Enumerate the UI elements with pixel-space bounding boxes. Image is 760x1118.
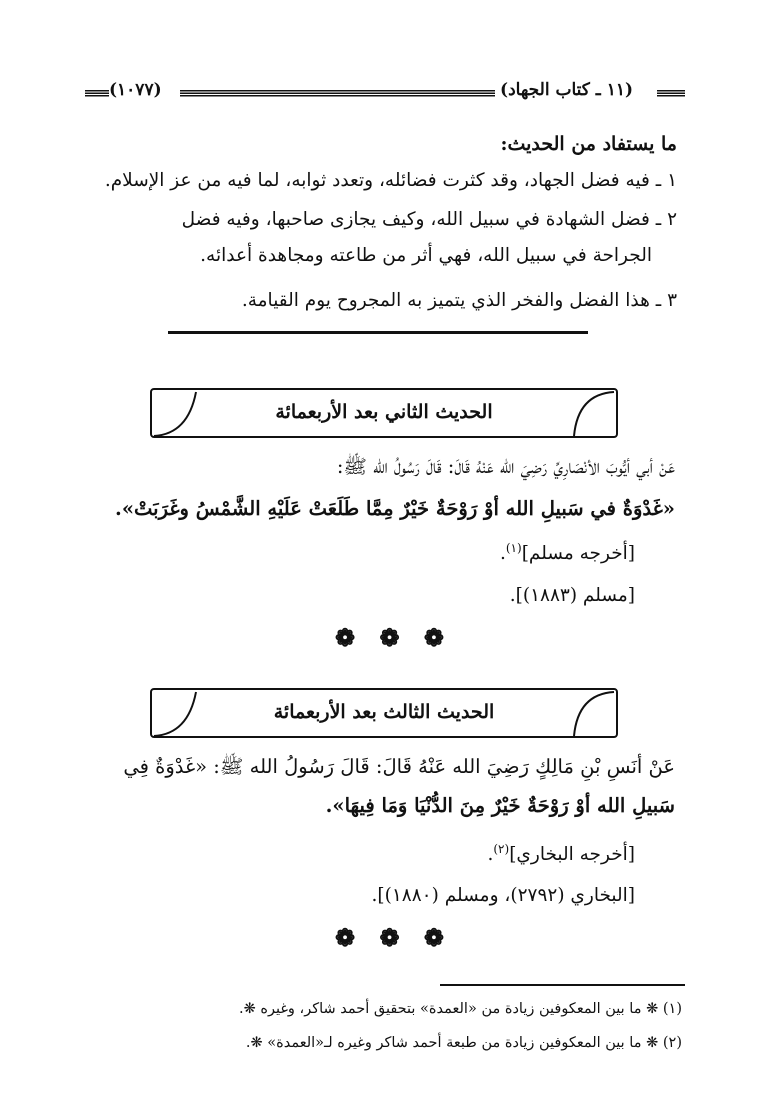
hadith-title-frame <box>150 388 618 438</box>
chapter-title: (١١ ـ كتاب الجهاد) <box>500 80 633 100</box>
footnote-1: (١) ❋ ما بين المعكوفين زيادة من «العمدة» بتحقيق أحمد شاكر، وغيره ❋. <box>238 1001 682 1017</box>
period: . <box>487 844 494 866</box>
separator-stars: ❁ ❁ ❁ <box>335 623 453 652</box>
benefits-heading: ما يستفاد من الحديث: <box>500 133 677 155</box>
benefit-item-3: ٣ ـ هذا الفضل والفخر الذي يتميز به المجروح يوم القيامة. <box>241 290 677 311</box>
source-text: [أخرجه مسلم] <box>521 543 635 565</box>
header-rule-middle <box>180 90 495 97</box>
benefit-item-2: ٢ ـ فضل الشهادة في سبيل الله، وكيف يجازى صاحبها، وفيه فضل <box>181 209 677 230</box>
page-number: (١٠٧٧) <box>109 80 162 100</box>
footnote-ref: (٢) <box>493 842 510 856</box>
hadith-403-ref: [البخاري (٢٧٩٢)، ومسلم (١٨٨٠)]. <box>371 885 635 906</box>
footnote-ref: (١) <box>505 541 522 555</box>
hadith-402-line-2: «غَدْوَةٌ في سَبيلِ الله أوْ رَوْحَةٌ خَيْرٌ مِمَّا طَلَعَتْ عَلَيْهِ الشَّمْسُ وغَرَبَتْ». <box>115 497 675 520</box>
hadith-402-ref: [مسلم (١٨٨٣)]. <box>509 585 635 606</box>
period: . <box>499 543 506 565</box>
header-rule-right <box>657 90 685 97</box>
hadith-403-line-2: سَبيلِ الله أوْ رَوْحَةٌ خَيْرٌ مِنَ الدُّنْيَا وَمَا فِيهَا». <box>325 794 675 817</box>
hadith-title: الحديث الثاني بعد الأربعمائة <box>275 401 493 423</box>
section-divider <box>168 331 588 334</box>
benefit-item-2-cont: الجراحة في سبيل الله، فهي أثر من طاعته ومجاهدة أعدائه. <box>200 245 652 266</box>
source-text: [أخرجه البخاري] <box>509 844 635 866</box>
hadith-402-line-1: عَنْ أبي أيُّوبَ الأنْصَارِيِّ رَضِيَ الله عَنْهُ قَالَ: قَالَ رَسُولُ الله ﷺ: <box>336 455 675 478</box>
header-rule-left <box>85 90 109 97</box>
footnote-2: (٢) ❋ ما بين المعكوفين زيادة من طبعة أحمد شاكر وغيره لـ«العمدة» ❋. <box>245 1035 682 1051</box>
hadith-title-frame <box>150 688 618 738</box>
hadith-403-line-1: عَنْ أنَسِ بْنِ مَالِكٍ رَضِيَ الله عَنْهُ قَالَ: قَالَ رَسُولُ الله ﷺ: «غَدْوَةٌ فِي <box>123 755 675 778</box>
separator-stars: ❁ ❁ ❁ <box>335 923 453 952</box>
hadith-402-source <box>500 530 635 572</box>
footnote-rule <box>440 984 685 986</box>
hadith-403-source <box>487 831 635 873</box>
benefit-item-1: ١ ـ فيه فضل الجهاد، وقد كثرت فضائله، وتعدد ثوابه، لما فيه من عز الإسلام. <box>104 170 677 191</box>
hadith-title: الحديث الثالث بعد الأربعمائة <box>273 701 495 723</box>
running-header <box>85 78 685 118</box>
